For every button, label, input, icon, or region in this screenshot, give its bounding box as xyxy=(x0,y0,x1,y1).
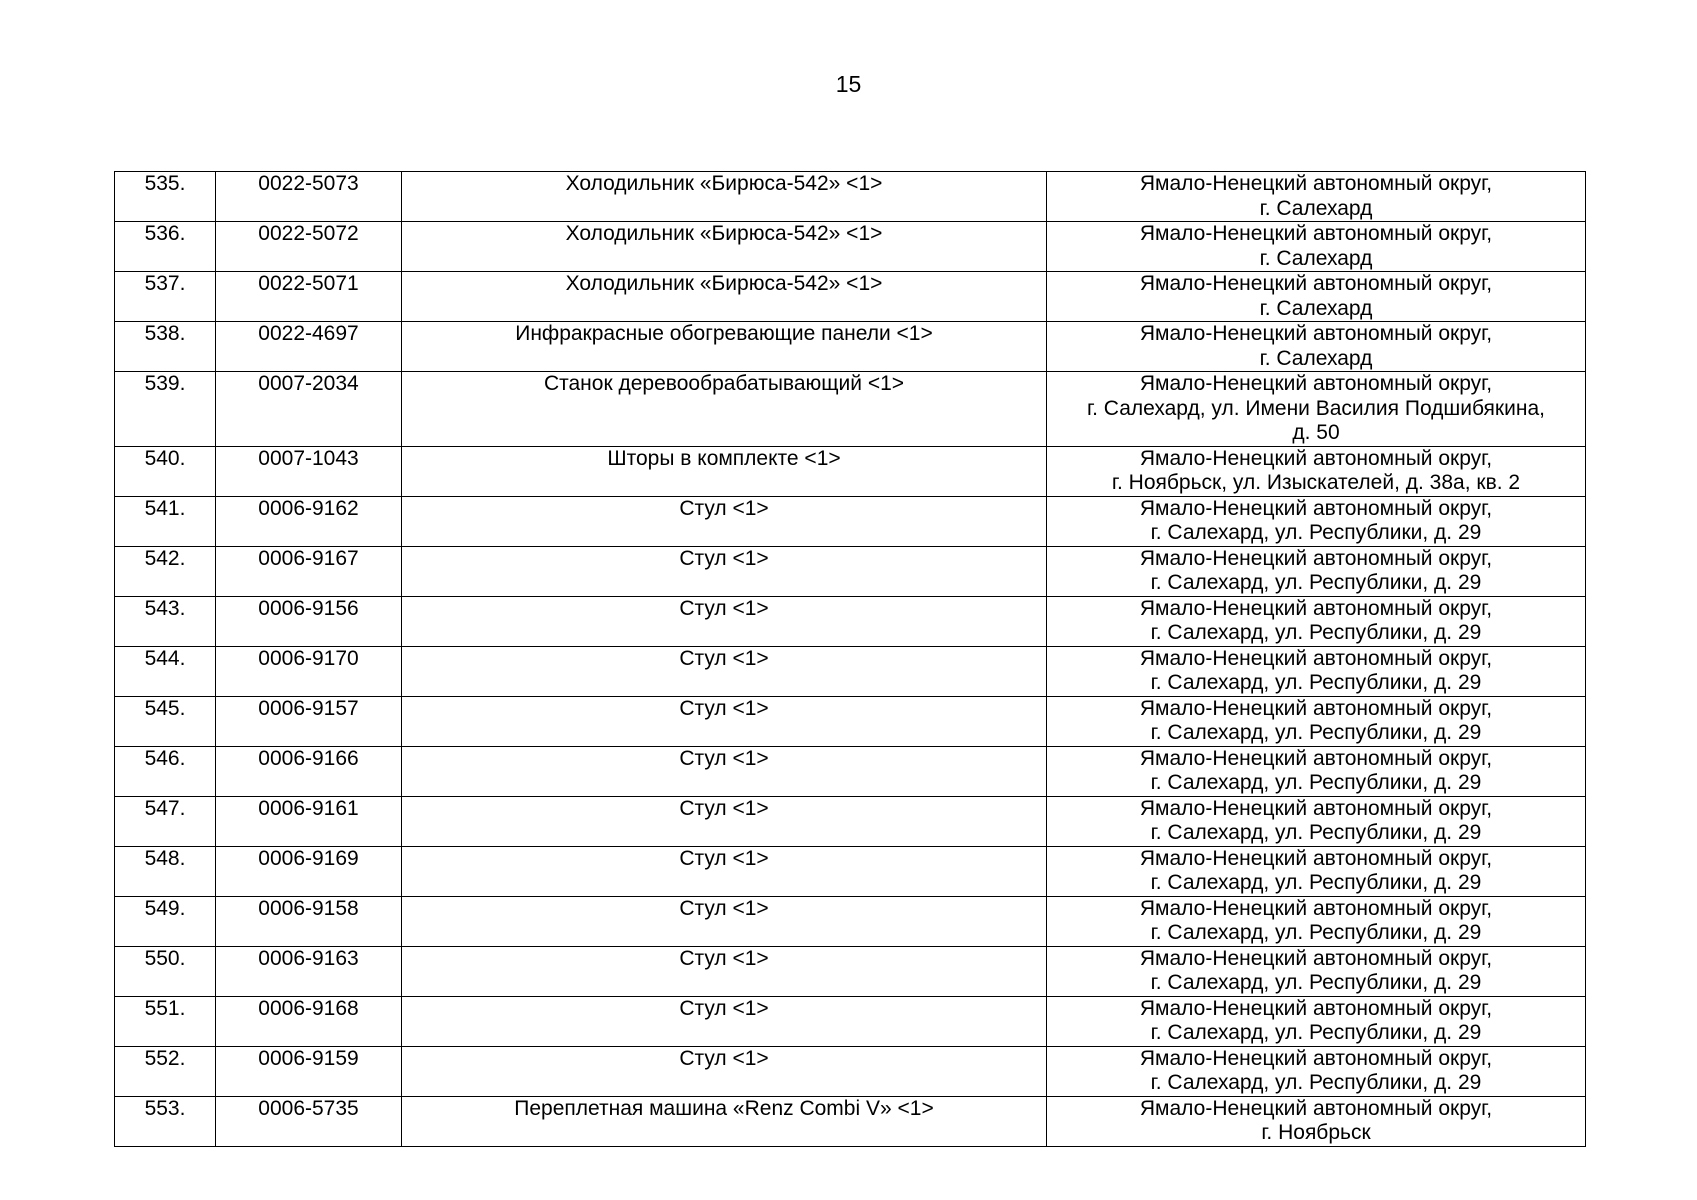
table-row xyxy=(115,496,1586,546)
address-cell xyxy=(1047,1096,1586,1146)
row-number-cell: 537. xyxy=(115,272,216,322)
address-line: г. Салехард, ул. Республики, д. 29 xyxy=(1150,721,1482,744)
address-cell xyxy=(1047,222,1586,272)
table-row xyxy=(115,746,1586,796)
address-line: Ямало-Ненецкий автономный округ, xyxy=(1139,372,1493,395)
address-line: Ямало-Ненецкий автономный округ, xyxy=(1139,272,1493,295)
inventory-code-cell: 0022-5071 xyxy=(216,272,402,322)
inventory-code-cell: 0007-2034 xyxy=(216,372,402,447)
row-number-cell: 541. xyxy=(115,496,216,546)
table-row xyxy=(115,696,1586,746)
inventory-code-cell: 0022-5073 xyxy=(216,172,402,222)
address-line: г. Салехард, ул. Республики, д. 29 xyxy=(1150,671,1482,694)
row-number-cell: 542. xyxy=(115,546,216,596)
row-number-cell: 539. xyxy=(115,372,216,447)
row-number-cell: 536. xyxy=(115,222,216,272)
inventory-code-cell: 0007-1043 xyxy=(216,446,402,496)
address-line: Ямало-Ненецкий автономный округ, xyxy=(1139,846,1493,870)
address-cell xyxy=(1047,1046,1586,1096)
item-name-cell: Стул <1> xyxy=(402,896,1047,946)
row-number-cell: 553. xyxy=(115,1096,216,1146)
row-number-cell: 547. xyxy=(115,796,216,846)
inventory-code-cell: 0022-4697 xyxy=(216,322,402,372)
address-line: Ямало-Ненецкий автономный округ, xyxy=(1139,172,1493,195)
address-line: Ямало-Ненецкий автономный округ, xyxy=(1139,646,1493,670)
address-cell xyxy=(1047,596,1586,646)
row-number-cell: 548. xyxy=(115,846,216,896)
address-line: Ямало-Ненецкий автономный округ, xyxy=(1139,496,1493,520)
table-row xyxy=(115,796,1586,846)
property-table xyxy=(114,171,1586,1147)
inventory-code-cell: 0006-9166 xyxy=(216,746,402,796)
inventory-code-cell: 0006-9161 xyxy=(216,796,402,846)
address-line: Ямало-Ненецкий автономный округ, xyxy=(1139,222,1493,245)
address-line: д. 50 xyxy=(1292,421,1340,444)
inventory-code-cell: 0006-9167 xyxy=(216,546,402,596)
table-row xyxy=(115,172,1586,222)
inventory-code-cell: 0006-9168 xyxy=(216,996,402,1046)
inventory-code-cell: 0006-9163 xyxy=(216,946,402,996)
item-name-cell: Холодильник «Бирюса-542» <1> xyxy=(402,222,1047,272)
inventory-code-cell: 0006-9162 xyxy=(216,496,402,546)
item-name-cell: Станок деревообрабатывающий <1> xyxy=(402,372,1047,447)
item-name-cell: Холодильник «Бирюса-542» <1> xyxy=(402,272,1047,322)
address-line: г. Ноябрьск xyxy=(1261,1121,1371,1144)
row-number-cell: 544. xyxy=(115,646,216,696)
address-line: Ямало-Ненецкий автономный округ, xyxy=(1139,546,1493,570)
address-line: г. Салехард xyxy=(1259,196,1373,220)
item-name-cell: Стул <1> xyxy=(402,596,1047,646)
table-row xyxy=(115,1096,1586,1146)
table-row xyxy=(115,1046,1586,1096)
row-number-cell: 545. xyxy=(115,696,216,746)
table-row xyxy=(115,322,1586,372)
row-number-cell: 535. xyxy=(115,172,216,222)
inventory-code-cell: 0022-5072 xyxy=(216,222,402,272)
table-row xyxy=(115,372,1586,447)
item-name-cell: Стул <1> xyxy=(402,796,1047,846)
address-line: г. Салехард, ул. Имени Василия Подшибякина, xyxy=(1087,396,1545,420)
property-table-body xyxy=(115,172,1586,1147)
address-line: Ямало-Ненецкий автономный округ, xyxy=(1139,746,1493,770)
address-line: г. Салехард, ул. Республики, д. 29 xyxy=(1150,621,1482,644)
address-line: г. Ноябрьск, ул. Изыскателей, д. 38а, кв. 2 xyxy=(1111,471,1521,494)
row-number-cell: 552. xyxy=(115,1046,216,1096)
table-row xyxy=(115,596,1586,646)
address-line: г. Салехард xyxy=(1259,296,1373,320)
address-line: Ямало-Ненецкий автономный округ, xyxy=(1139,596,1493,620)
address-line: г. Салехард, ул. Республики, д. 29 xyxy=(1150,821,1482,844)
item-name-cell: Стул <1> xyxy=(402,696,1047,746)
item-name-cell: Стул <1> xyxy=(402,496,1047,546)
item-name-cell: Стул <1> xyxy=(402,1046,1047,1096)
address-line: Ямало-Ненецкий автономный округ, xyxy=(1139,946,1493,970)
item-name-cell: Переплетная машина «Renz Combi V» <1> xyxy=(402,1096,1047,1146)
address-cell xyxy=(1047,846,1586,896)
address-cell xyxy=(1047,996,1586,1046)
address-line: г. Салехард, ул. Республики, д. 29 xyxy=(1150,1071,1482,1094)
table-row xyxy=(115,646,1586,696)
address-line: Ямало-Ненецкий автономный округ, xyxy=(1139,796,1493,820)
address-cell xyxy=(1047,496,1586,546)
address-line: Ямало-Ненецкий автономный округ, xyxy=(1139,696,1493,720)
address-cell xyxy=(1047,372,1586,447)
inventory-code-cell: 0006-9169 xyxy=(216,846,402,896)
table-row xyxy=(115,446,1586,496)
address-cell xyxy=(1047,746,1586,796)
address-cell xyxy=(1047,646,1586,696)
address-line: Ямало-Ненецкий автономный округ, xyxy=(1139,1096,1493,1120)
item-name-cell: Стул <1> xyxy=(402,746,1047,796)
item-name-cell: Инфракрасные обогревающие панели <1> xyxy=(402,322,1047,372)
item-name-cell: Холодильник «Бирюса-542» <1> xyxy=(402,172,1047,222)
address-line: г. Салехард xyxy=(1259,346,1373,370)
row-number-cell: 543. xyxy=(115,596,216,646)
address-line: г. Салехард, ул. Республики, д. 29 xyxy=(1150,521,1482,544)
inventory-code-cell: 0006-9158 xyxy=(216,896,402,946)
item-name-cell: Шторы в комплекте <1> xyxy=(402,446,1047,496)
table-row xyxy=(115,846,1586,896)
inventory-code-cell: 0006-9170 xyxy=(216,646,402,696)
table-row xyxy=(115,896,1586,946)
inventory-code-cell: 0006-9156 xyxy=(216,596,402,646)
row-number-cell: 538. xyxy=(115,322,216,372)
item-name-cell: Стул <1> xyxy=(402,646,1047,696)
address-cell xyxy=(1047,796,1586,846)
address-line: Ямало-Ненецкий автономный округ, xyxy=(1139,996,1493,1020)
inventory-code-cell: 0006-5735 xyxy=(216,1096,402,1146)
address-line: г. Салехард, ул. Республики, д. 29 xyxy=(1150,771,1482,794)
item-name-cell: Стул <1> xyxy=(402,946,1047,996)
address-cell xyxy=(1047,546,1586,596)
row-number-cell: 550. xyxy=(115,946,216,996)
inventory-code-cell: 0006-9159 xyxy=(216,1046,402,1096)
address-line: г. Салехард, ул. Республики, д. 29 xyxy=(1150,921,1482,944)
address-line: Ямало-Ненецкий автономный округ, xyxy=(1139,446,1493,470)
address-line: г. Салехард, ул. Республики, д. 29 xyxy=(1150,871,1482,894)
address-line: г. Салехард xyxy=(1259,246,1373,270)
page-number: 15 xyxy=(835,71,862,97)
address-line: Ямало-Ненецкий автономный округ, xyxy=(1139,322,1493,345)
row-number-cell: 540. xyxy=(115,446,216,496)
table-row xyxy=(115,946,1586,996)
address-line: Ямало-Ненецкий автономный округ, xyxy=(1139,1046,1493,1070)
address-cell xyxy=(1047,322,1586,372)
address-cell xyxy=(1047,946,1586,996)
address-line: г. Салехард, ул. Республики, д. 29 xyxy=(1150,571,1482,594)
address-cell xyxy=(1047,896,1586,946)
address-line: г. Салехард, ул. Республики, д. 29 xyxy=(1150,971,1482,994)
address-cell xyxy=(1047,172,1586,222)
address-line: Ямало-Ненецкий автономный округ, xyxy=(1139,896,1493,920)
address-cell xyxy=(1047,272,1586,322)
item-name-cell: Стул <1> xyxy=(402,846,1047,896)
table-row xyxy=(115,272,1586,322)
row-number-cell: 551. xyxy=(115,996,216,1046)
table-row xyxy=(115,222,1586,272)
item-name-cell: Стул <1> xyxy=(402,546,1047,596)
row-number-cell: 546. xyxy=(115,746,216,796)
table-row xyxy=(115,996,1586,1046)
address-cell xyxy=(1047,696,1586,746)
address-cell xyxy=(1047,446,1586,496)
address-line: г. Салехард, ул. Республики, д. 29 xyxy=(1150,1021,1482,1044)
item-name-cell: Стул <1> xyxy=(402,996,1047,1046)
inventory-code-cell: 0006-9157 xyxy=(216,696,402,746)
table-row xyxy=(115,546,1586,596)
row-number-cell: 549. xyxy=(115,896,216,946)
